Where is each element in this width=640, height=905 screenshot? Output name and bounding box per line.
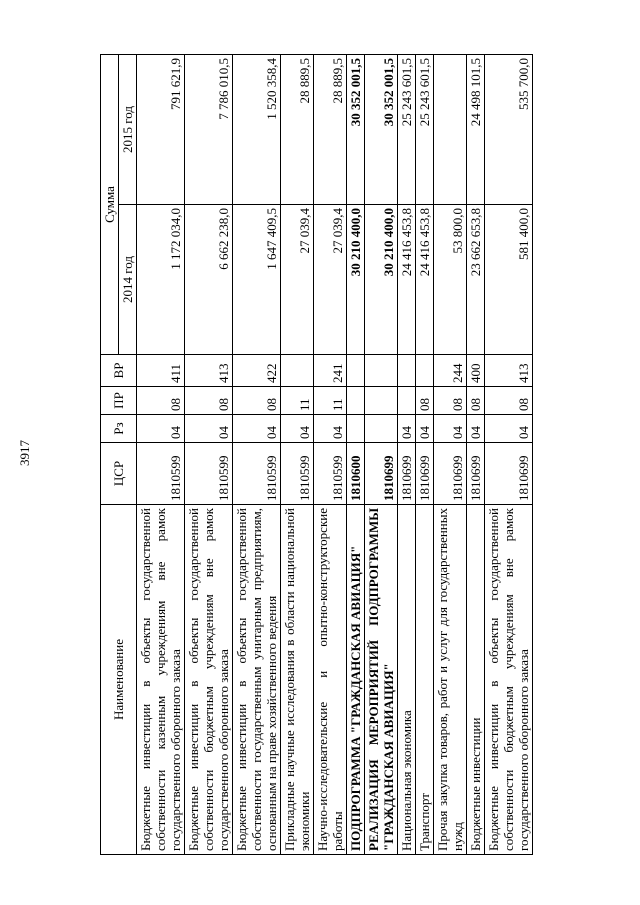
table-row bbox=[467, 55, 485, 855]
table-row bbox=[365, 55, 398, 855]
row-vr-cell: 422 bbox=[233, 355, 281, 387]
header-2014: 2014 год bbox=[119, 205, 137, 355]
row-rz-cell bbox=[365, 415, 398, 443]
row-2015-cell bbox=[434, 55, 467, 205]
row-name-cell: Национальная экономика bbox=[398, 505, 416, 855]
row-2015-cell: 25 243 601,5 bbox=[416, 55, 434, 205]
row-rz-cell: 04 bbox=[416, 415, 434, 443]
row-name-cell: Бюджетные инвестиции в объекты государственной собственности казенным учреждениям вне рамок государственного оборонного заказа bbox=[137, 505, 185, 855]
rotated-table-frame bbox=[100, 55, 605, 855]
table-row bbox=[233, 55, 281, 855]
row-name-cell: РЕАЛИЗАЦИЯ МЕРОПРИЯТИЙ ПОДПРОГРАММЫ "ГРАЖДАНСКАЯ АВИАЦИЯ" bbox=[365, 505, 398, 855]
row-pr-cell: 08 bbox=[416, 387, 434, 415]
header-vr: ВР bbox=[101, 355, 137, 387]
row-pr-cell: 08 bbox=[485, 387, 533, 415]
row-vr-cell bbox=[398, 355, 416, 387]
table-body bbox=[137, 55, 533, 855]
row-vr-cell bbox=[416, 355, 434, 387]
table-row bbox=[347, 55, 365, 855]
row-2015-cell: 28 889,5 bbox=[281, 55, 314, 205]
row-2014-cell: 1 647 409,5 bbox=[233, 205, 281, 355]
row-vr-cell bbox=[347, 355, 365, 387]
row-2015-cell: 30 352 001,5 bbox=[347, 55, 365, 205]
row-2014-cell: 23 662 653,8 bbox=[467, 205, 485, 355]
header-name: Наименование bbox=[101, 505, 137, 855]
row-2015-cell: 1 520 358,4 bbox=[233, 55, 281, 205]
row-2014-cell: 24 416 453,8 bbox=[416, 205, 434, 355]
row-rz-cell: 04 bbox=[314, 415, 347, 443]
row-csr-cell: 1810699 bbox=[434, 443, 467, 505]
row-2015-cell: 24 498 101,5 bbox=[467, 55, 485, 205]
table-row bbox=[434, 55, 467, 855]
row-vr-cell: 413 bbox=[185, 355, 233, 387]
table-row bbox=[485, 55, 533, 855]
row-2015-cell: 791 621,9 bbox=[137, 55, 185, 205]
row-2014-cell: 581 400,0 bbox=[485, 205, 533, 355]
row-csr-cell: 1810599 bbox=[233, 443, 281, 505]
row-csr-cell: 1810599 bbox=[281, 443, 314, 505]
row-name-cell: Бюджетные инвестиции bbox=[467, 505, 485, 855]
row-csr-cell: 1810599 bbox=[137, 443, 185, 505]
table-row bbox=[398, 55, 416, 855]
row-vr-cell bbox=[281, 355, 314, 387]
row-2014-cell: 1 172 034,0 bbox=[137, 205, 185, 355]
row-csr-cell: 1810599 bbox=[185, 443, 233, 505]
row-2015-cell: 535 700,0 bbox=[485, 55, 533, 205]
row-rz-cell bbox=[347, 415, 365, 443]
row-csr-cell: 1810699 bbox=[416, 443, 434, 505]
table-row bbox=[416, 55, 434, 855]
row-vr-cell: 241 bbox=[314, 355, 347, 387]
page-number: 3917 bbox=[17, 439, 32, 466]
header-2015: 2015 год bbox=[119, 55, 137, 205]
row-name-cell: Бюджетные инвестиции в объекты государственной собственности бюджетным учреждениям вне рамок государственного оборонного заказа bbox=[185, 505, 233, 855]
row-vr-cell: 400 bbox=[467, 355, 485, 387]
row-rz-cell: 04 bbox=[185, 415, 233, 443]
page-number-container bbox=[0, 0, 50, 905]
row-rz-cell: 04 bbox=[467, 415, 485, 443]
row-pr-cell bbox=[365, 387, 398, 415]
budget-table bbox=[100, 54, 533, 855]
table-row bbox=[281, 55, 314, 855]
row-pr-cell bbox=[398, 387, 416, 415]
table-row bbox=[137, 55, 185, 855]
row-2015-cell: 7 786 010,5 bbox=[185, 55, 233, 205]
header-csr: ЦСР bbox=[101, 443, 137, 505]
row-name-cell: ПОДПРОГРАММА "ГРАЖДАНСКАЯ АВИАЦИЯ" bbox=[347, 505, 365, 855]
row-vr-cell: 244 bbox=[434, 355, 467, 387]
row-pr-cell bbox=[347, 387, 365, 415]
row-rz-cell: 04 bbox=[281, 415, 314, 443]
row-pr-cell: 08 bbox=[185, 387, 233, 415]
row-2014-cell: 30 210 400,0 bbox=[365, 205, 398, 355]
row-rz-cell: 04 bbox=[233, 415, 281, 443]
row-name-cell: Транспорт bbox=[416, 505, 434, 855]
row-2014-cell: 27 039,4 bbox=[314, 205, 347, 355]
row-csr-cell: 1810699 bbox=[398, 443, 416, 505]
row-2014-cell: 6 662 238,0 bbox=[185, 205, 233, 355]
row-csr-cell: 1810599 bbox=[314, 443, 347, 505]
row-2015-cell: 28 889,5 bbox=[314, 55, 347, 205]
row-2014-cell: 24 416 453,8 bbox=[398, 205, 416, 355]
table-row bbox=[314, 55, 347, 855]
header-rz: Рз bbox=[101, 415, 137, 443]
row-pr-cell: 08 bbox=[434, 387, 467, 415]
row-csr-cell: 1810600 bbox=[347, 443, 365, 505]
row-vr-cell bbox=[365, 355, 398, 387]
row-pr-cell: 11 bbox=[281, 387, 314, 415]
row-pr-cell: 08 bbox=[467, 387, 485, 415]
row-csr-cell: 1810699 bbox=[365, 443, 398, 505]
row-name-cell: Бюджетные инвестиции в объекты государственной собственности бюджетным учреждениям вне рамок государственного оборонного заказа bbox=[485, 505, 533, 855]
table-row bbox=[185, 55, 233, 855]
row-pr-cell: 11 bbox=[314, 387, 347, 415]
header-sum: Сумма bbox=[101, 55, 119, 355]
row-2015-cell: 25 243 601,5 bbox=[398, 55, 416, 205]
header-pr: ПР bbox=[101, 387, 137, 415]
budget-table-container bbox=[100, 55, 605, 855]
row-rz-cell: 04 bbox=[485, 415, 533, 443]
row-rz-cell: 04 bbox=[434, 415, 467, 443]
row-pr-cell: 08 bbox=[137, 387, 185, 415]
row-csr-cell: 1810699 bbox=[467, 443, 485, 505]
row-rz-cell: 04 bbox=[137, 415, 185, 443]
header-row-1 bbox=[101, 55, 119, 855]
row-name-cell: Прочая закупка товаров, работ и услуг для государственных нужд bbox=[434, 505, 467, 855]
row-csr-cell: 1810699 bbox=[485, 443, 533, 505]
row-2014-cell: 30 210 400,0 bbox=[347, 205, 365, 355]
table-header bbox=[101, 55, 137, 855]
row-2014-cell: 27 039,4 bbox=[281, 205, 314, 355]
row-name-cell: Научно-исследовательские и опытно-конструкторские работы bbox=[314, 505, 347, 855]
row-vr-cell: 411 bbox=[137, 355, 185, 387]
row-2014-cell: 53 800,0 bbox=[434, 205, 467, 355]
row-2015-cell: 30 352 001,5 bbox=[365, 55, 398, 205]
row-vr-cell: 413 bbox=[485, 355, 533, 387]
row-pr-cell: 08 bbox=[233, 387, 281, 415]
row-rz-cell: 04 bbox=[398, 415, 416, 443]
row-name-cell: Бюджетные инвестиции в объекты государственной собственности государственным унитарным предприятиям, основанным на праве хозяйственного ведения bbox=[233, 505, 281, 855]
row-name-cell: Прикладные научные исследования в области национальной экономики bbox=[281, 505, 314, 855]
